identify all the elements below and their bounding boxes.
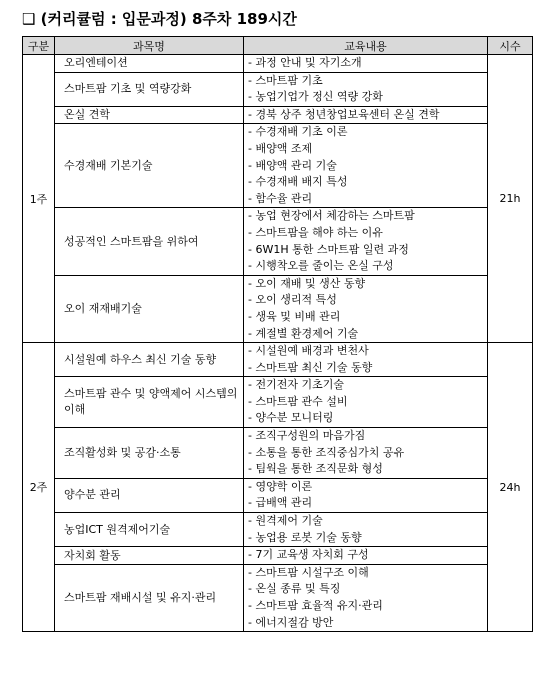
table-row: [23, 428, 533, 479]
content-line: - 스마트팜을 해야 하는 이유: [248, 225, 383, 239]
subject-cell: 오이 재재배기술: [55, 275, 244, 342]
curriculum-table: [22, 36, 533, 632]
content-line: - 생육 및 비배 관리: [248, 309, 341, 323]
content-cell: [244, 564, 488, 631]
content-line: - 스마트팜 관수 설비: [248, 394, 348, 408]
header-content: 교육내용: [244, 37, 488, 55]
content-line: - 전기전자 기초기술: [248, 378, 344, 392]
week-label: 1주: [23, 55, 55, 343]
week-hours: 24h: [488, 343, 533, 632]
table-row: [23, 55, 533, 73]
content-line: - 양수분 모니터링: [248, 411, 334, 425]
header-subject: 과목명: [55, 37, 244, 55]
table-row: [23, 106, 533, 124]
content-cell: [244, 343, 488, 377]
content-cell: [244, 106, 488, 124]
content-cell: [244, 208, 488, 275]
week-hours: 21h: [488, 55, 533, 343]
content-cell: [244, 275, 488, 342]
content-line: - 수경재배 기초 이론: [248, 125, 348, 139]
content-line: - 7기 교육생 자치회 구성: [248, 548, 369, 562]
table-row: [23, 124, 533, 208]
content-line: - 소통을 통한 조직중심가치 공유: [248, 445, 405, 459]
content-line: - 스마트팜 시설구조 이해: [248, 565, 369, 579]
content-line: - 온실 종류 및 특징: [248, 582, 341, 596]
subject-cell: 온실 견학: [55, 106, 244, 124]
table-row: [23, 478, 533, 512]
content-cell: [244, 377, 488, 428]
header-row: [23, 37, 533, 55]
table-row: [23, 343, 533, 377]
content-line: - 농업기업가 정신 역량 강화: [248, 90, 383, 104]
content-line: - 계절별 환경제어 기술: [248, 326, 359, 340]
content-line: - 경북 상주 청년창업보육센터 온실 견학: [248, 107, 440, 121]
content-line: - 배양액 조제: [248, 141, 313, 155]
content-cell: [244, 55, 488, 73]
subject-cell: 스마트팜 기초 및 역량강화: [55, 72, 244, 106]
table-row: [23, 377, 533, 428]
subject-cell: 스마트팜 재배시설 및 유지·관리: [55, 564, 244, 631]
content-line: - 함수율 관리: [248, 191, 313, 205]
subject-cell: 성공적인 스마트팜을 위하여: [55, 208, 244, 275]
content-line: - 6W1H 통한 스마트팜 일련 과정: [248, 242, 409, 256]
header-division: 구분: [23, 37, 55, 55]
content-line: - 배양액 관리 기술: [248, 158, 337, 172]
subject-cell: 농업ICT 원격제어기술: [55, 513, 244, 547]
content-line: - 오이 생리적 특성: [248, 293, 337, 307]
content-cell: [244, 428, 488, 479]
subject-cell: 수경재배 기본기술: [55, 124, 244, 208]
content-line: - 시설원예 배경과 변천사: [248, 344, 369, 358]
table-row: [23, 208, 533, 275]
header-hours: 시수: [488, 37, 533, 55]
table-row: [23, 72, 533, 106]
content-line: - 영양학 이론: [248, 479, 313, 493]
content-line: - 스마트팜 기초: [248, 73, 323, 87]
content-line: - 스마트팜 최신 기술 동향: [248, 360, 373, 374]
content-cell: [244, 478, 488, 512]
content-line: - 수경재배 배지 특성: [248, 175, 348, 189]
content-line: - 농업 현장에서 체감하는 스마트팜: [248, 209, 415, 223]
subject-cell: 조직활성화 및 공감·소통: [55, 428, 244, 479]
content-line: - 원격제어 기술: [248, 514, 323, 528]
content-line: - 오이 재배 및 생산 동향: [248, 276, 366, 290]
content-line: - 시행착오를 줄이는 온실 구성: [248, 259, 394, 273]
table-row: [23, 513, 533, 547]
subject-cell: 스마트팜 관수 및 양액제어 시스템의 이해: [55, 377, 244, 428]
content-cell: [244, 513, 488, 547]
content-line: - 에너지절감 방안: [248, 615, 334, 629]
content-cell: [244, 124, 488, 208]
content-cell: [244, 547, 488, 565]
content-line: - 과정 안내 및 자기소개: [248, 56, 362, 69]
curriculum-body: [23, 55, 533, 632]
subject-cell: 양수분 관리: [55, 478, 244, 512]
table-row: [23, 547, 533, 565]
content-line: - 팀웍을 통한 조직문화 형성: [248, 462, 383, 476]
subject-cell: 자치회 활동: [55, 547, 244, 565]
content-cell: [244, 72, 488, 106]
table-row: [23, 564, 533, 631]
content-line: - 스마트팜 효율적 유지·관리: [248, 599, 383, 612]
subject-cell: 오리엔테이션: [55, 55, 244, 73]
week-label: 2주: [23, 343, 55, 632]
subject-cell: 시설원예 하우스 최신 기술 동향: [55, 343, 244, 377]
content-line: - 농업용 로봇 기술 동향: [248, 530, 362, 544]
table-row: [23, 275, 533, 342]
content-line: - 조직구성원의 마음가짐: [248, 429, 366, 443]
content-line: - 급배액 관리: [248, 496, 313, 510]
page-title: ❑ (커리큘럼 : 입문과정) 8주차 189시간: [22, 10, 297, 28]
